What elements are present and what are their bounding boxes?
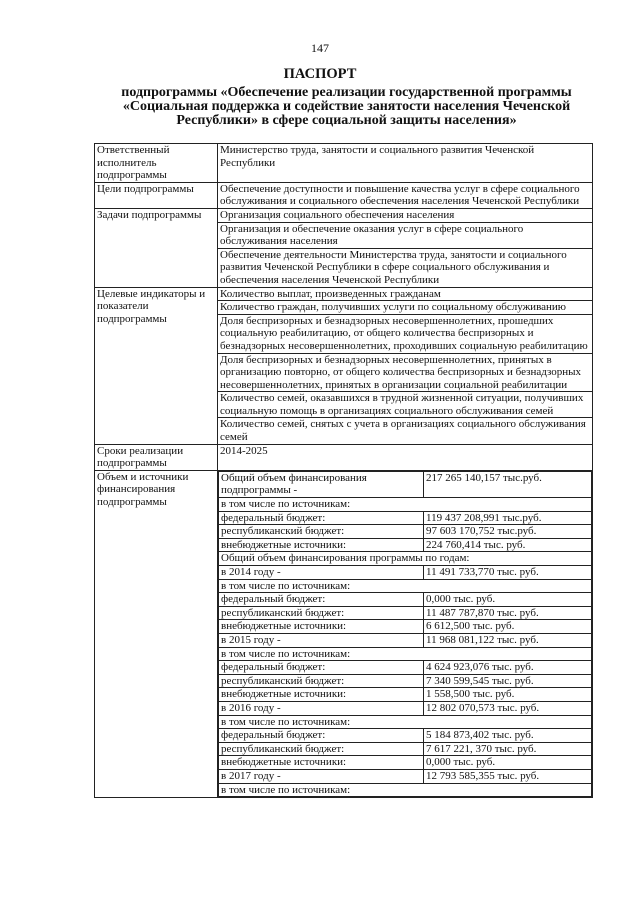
subtitle-line: подпрограммы «Обеспечение реализации государственной программы — [121, 85, 572, 100]
fin-value: 0,000 тыс. руб. — [424, 756, 592, 770]
row-financing — [95, 470, 593, 797]
row-indicators — [95, 287, 593, 301]
fin-source-row — [219, 620, 592, 634]
fin-label: внебюджетные источники: — [219, 688, 424, 702]
fin-label: федеральный бюджет: — [219, 661, 424, 675]
task-item: Обеспечение деятельности Министерства труда, занятости и социального развития Чеченской Республики в сфере социального обслуживания и обеспечения населения Чеченской Республики — [218, 248, 593, 287]
page-number: 147 — [311, 41, 329, 55]
passport-table — [94, 143, 593, 798]
row-goals — [95, 182, 593, 208]
fin-value: 97 603 170,752 тыс.руб. — [424, 525, 592, 539]
fin-value: 11 968 081,122 тыс. руб. — [424, 633, 592, 647]
fin-source-row — [219, 661, 592, 675]
label-indicators: Целевые индикаторы и показатели подпрограммы — [95, 287, 218, 444]
indicator-item: Количество выплат, произведенных гражданам — [218, 287, 593, 301]
fin-value: 5 184 873,402 тыс. руб. — [424, 729, 592, 743]
fin-label: республиканский бюджет: — [219, 525, 424, 539]
fin-label: внебюджетные источники: — [219, 620, 424, 634]
fin-label: в 2016 году - — [219, 701, 424, 715]
fin-label: в 2014 году - — [219, 566, 424, 580]
label-financing: Объем и источники финансирования подпрограммы — [95, 470, 218, 797]
label-terms: Сроки реализации подпрограммы — [95, 444, 218, 470]
fin-source-row — [219, 742, 592, 756]
fin-note: в том числе по источникам: — [219, 647, 592, 661]
subtitle-line: Республики» в сфере социальной защиты населения» — [176, 113, 517, 128]
fin-value: 4 624 923,076 тыс. руб. — [424, 661, 592, 675]
fin-label: в 2015 году - — [219, 633, 424, 647]
fin-source-row — [219, 511, 592, 525]
fin-note: Общий объем финансирования программы по годам: — [219, 552, 592, 566]
fin-source-row — [219, 729, 592, 743]
indicator-item: Доля беспризорных и безнадзорных несовершеннолетних, принятых в организацию повторно, от общего количества беспризорных и безнадзорных несовершеннолетних, принятых в организации социальной реабилитации — [218, 353, 593, 392]
task-item: Организация и обеспечение оказания услуг в сфере социального обслуживания населения — [218, 222, 593, 248]
value-responsible: Министерство труда, занятости и социального развития Чеченской Республики — [218, 144, 593, 183]
fin-value: 11 487 787,870 тыс. руб. — [424, 606, 592, 620]
fin-value: 0,000 тыс. руб. — [424, 593, 592, 607]
fin-incl-row — [219, 579, 592, 593]
fin-incl-row — [219, 783, 592, 797]
fin-label: федеральный бюджет: — [219, 593, 424, 607]
fin-label: республиканский бюджет: — [219, 674, 424, 688]
fin-value: 12 802 070,573 тыс. руб. — [424, 701, 592, 715]
fin-label: в 2017 году - — [219, 769, 424, 783]
document-subtitle — [94, 86, 599, 128]
row-responsible — [95, 144, 593, 183]
financing-cell — [218, 470, 593, 797]
fin-value: 11 491 733,770 тыс. руб. — [424, 566, 592, 580]
fin-year-row — [219, 769, 592, 783]
fin-label: внебюджетные источники: — [219, 538, 424, 552]
task-item: Организация социального обеспечения населения — [218, 208, 593, 222]
fin-note: в том числе по источникам: — [219, 783, 592, 797]
fin-label: республиканский бюджет: — [219, 606, 424, 620]
fin-label: федеральный бюджет: — [219, 511, 424, 525]
fin-incl-row — [219, 647, 592, 661]
fin-year-row — [219, 701, 592, 715]
indicator-item: Доля беспризорных и безнадзорных несовершеннолетних, прошедших социальную реабилитацию, от общего количества беспризорных и безнадзорных несовершеннолетних, проходивших социальную реабилитацию — [218, 314, 593, 353]
fin-value: 119 437 208,991 тыс.руб. — [424, 511, 592, 525]
fin-value: 224 760,414 тыс. руб. — [424, 538, 592, 552]
fin-value: 12 793 585,355 тыс. руб. — [424, 769, 592, 783]
fin-note: в том числе по источникам: — [219, 715, 592, 729]
fin-value: 1 558,500 тыс. руб. — [424, 688, 592, 702]
fin-label: Общий объем финансирования подпрограммы - — [219, 471, 424, 497]
indicator-item: Количество граждан, получивших услуги по социальному обслуживанию — [218, 301, 593, 315]
subtitle-line: «Социальная поддержка и содействие занятости населения Чеченской — [122, 99, 571, 114]
fin-value: 217 265 140,157 тыс.руб. — [424, 471, 592, 497]
label-responsible: Ответственный исполнитель подпрограммы — [95, 144, 218, 183]
fin-source-row — [219, 688, 592, 702]
fin-incl-row — [219, 715, 592, 729]
fin-value: 7 617 221, 370 тыс. руб. — [424, 742, 592, 756]
financing-table — [218, 471, 592, 797]
indicator-item: Количество семей, оказавшихся в трудной жизненной ситуации, получивших социальную помощь в организациях социального обслуживания семей — [218, 392, 593, 418]
fin-source-row — [219, 674, 592, 688]
fin-year-row — [219, 566, 592, 580]
fin-source-row — [219, 606, 592, 620]
label-goals: Цели подпрограммы — [95, 182, 218, 208]
value-terms: 2014-2025 — [218, 444, 593, 470]
fin-value: 6 612,500 тыс. руб. — [424, 620, 592, 634]
fin-source-row — [219, 525, 592, 539]
fin-total-row — [219, 471, 592, 497]
row-tasks — [95, 208, 593, 222]
fin-label: внебюджетные источники: — [219, 756, 424, 770]
fin-source-row — [219, 538, 592, 552]
fin-incl-row — [219, 498, 592, 512]
fin-year-row — [219, 633, 592, 647]
indicator-item: Количество семей, снятых с учета в организациях социального обслуживания семей — [218, 418, 593, 444]
fin-note: в том числе по источникам: — [219, 579, 592, 593]
fin-source-row — [219, 593, 592, 607]
fin-source-row — [219, 756, 592, 770]
fin-note: в том числе по источникам: — [219, 498, 592, 512]
document-title: ПАСПОРТ — [283, 66, 357, 82]
fin-label: республиканский бюджет: — [219, 742, 424, 756]
row-terms — [95, 444, 593, 470]
fin-by-years-row — [219, 552, 592, 566]
fin-label: федеральный бюджет: — [219, 729, 424, 743]
label-tasks: Задачи подпрограммы — [95, 208, 218, 287]
value-goals: Обеспечение доступности и повышение качества услуг в сфере социального обслуживания и социального обеспечения населения Чеченской Республики — [218, 182, 593, 208]
fin-value: 7 340 599,545 тыс. руб. — [424, 674, 592, 688]
